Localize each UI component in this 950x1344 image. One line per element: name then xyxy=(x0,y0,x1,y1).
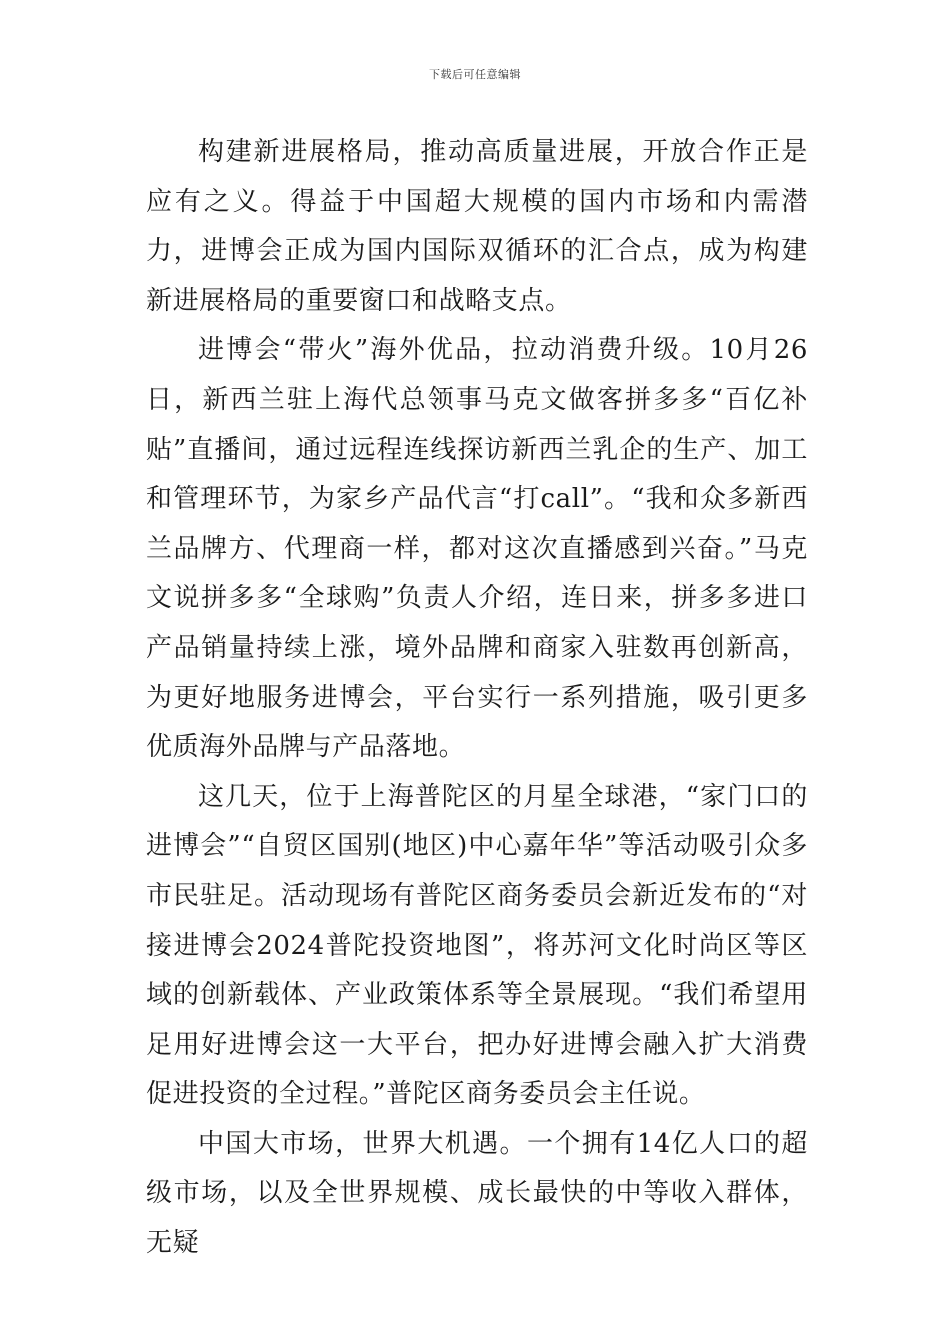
document-body xyxy=(146,128,808,1269)
paragraph: 进博会“带火”海外优品，拉动消费升级。10月26日，新西兰驻上海代总领事马克文做客拼多多“百亿补贴”直播间，通过远程连线探访新西兰乳企的生产、加工和管理环节，为家乡产品代言“打call”。“我和众多新西兰品牌方、代理商一样，都对这次直播感到兴奋。”马克文说拼多多“全球购”负责人介绍，连日来，拼多多进口产品销量持续上涨，境外品牌和商家入驻数再创新高，为更好地服务进博会，平台实行一系列措施，吸引更多优质海外品牌与产品落地。 xyxy=(146,335,808,763)
paragraph: 构建新进展格局，推动高质量进展，开放合作正是应有之义。得益于中国超大规模的国内市场和内需潜力，进博会正成为国内国际双循环的汇合点，成为构建新进展格局的重要窗口和战略支点。 xyxy=(146,137,808,316)
page-header: 下载后可任意编辑 xyxy=(429,68,521,81)
paragraph: 这几天，位于上海普陀区的月星全球港，“家门口的进博会”“自贸区国别(地区)中心嘉年华”等活动吸引众多市民驻足。活动现场有普陀区商务委员会新近发布的“对接进博会2024普陀投资地图”，将苏河文化时尚区等区域的创新载体、产业政策体系等全景展现。“我们希望用足用好进博会这一大平台，把办好进博会融入扩大消费促进投资的全过程。”普陀区商务委员会主任说。 xyxy=(146,781,808,1110)
paragraph: 中国大市场，世界大机遇。一个拥有14亿人口的超级市场，以及全世界规模、成长最快的中等收入群体，无疑 xyxy=(146,1128,808,1259)
